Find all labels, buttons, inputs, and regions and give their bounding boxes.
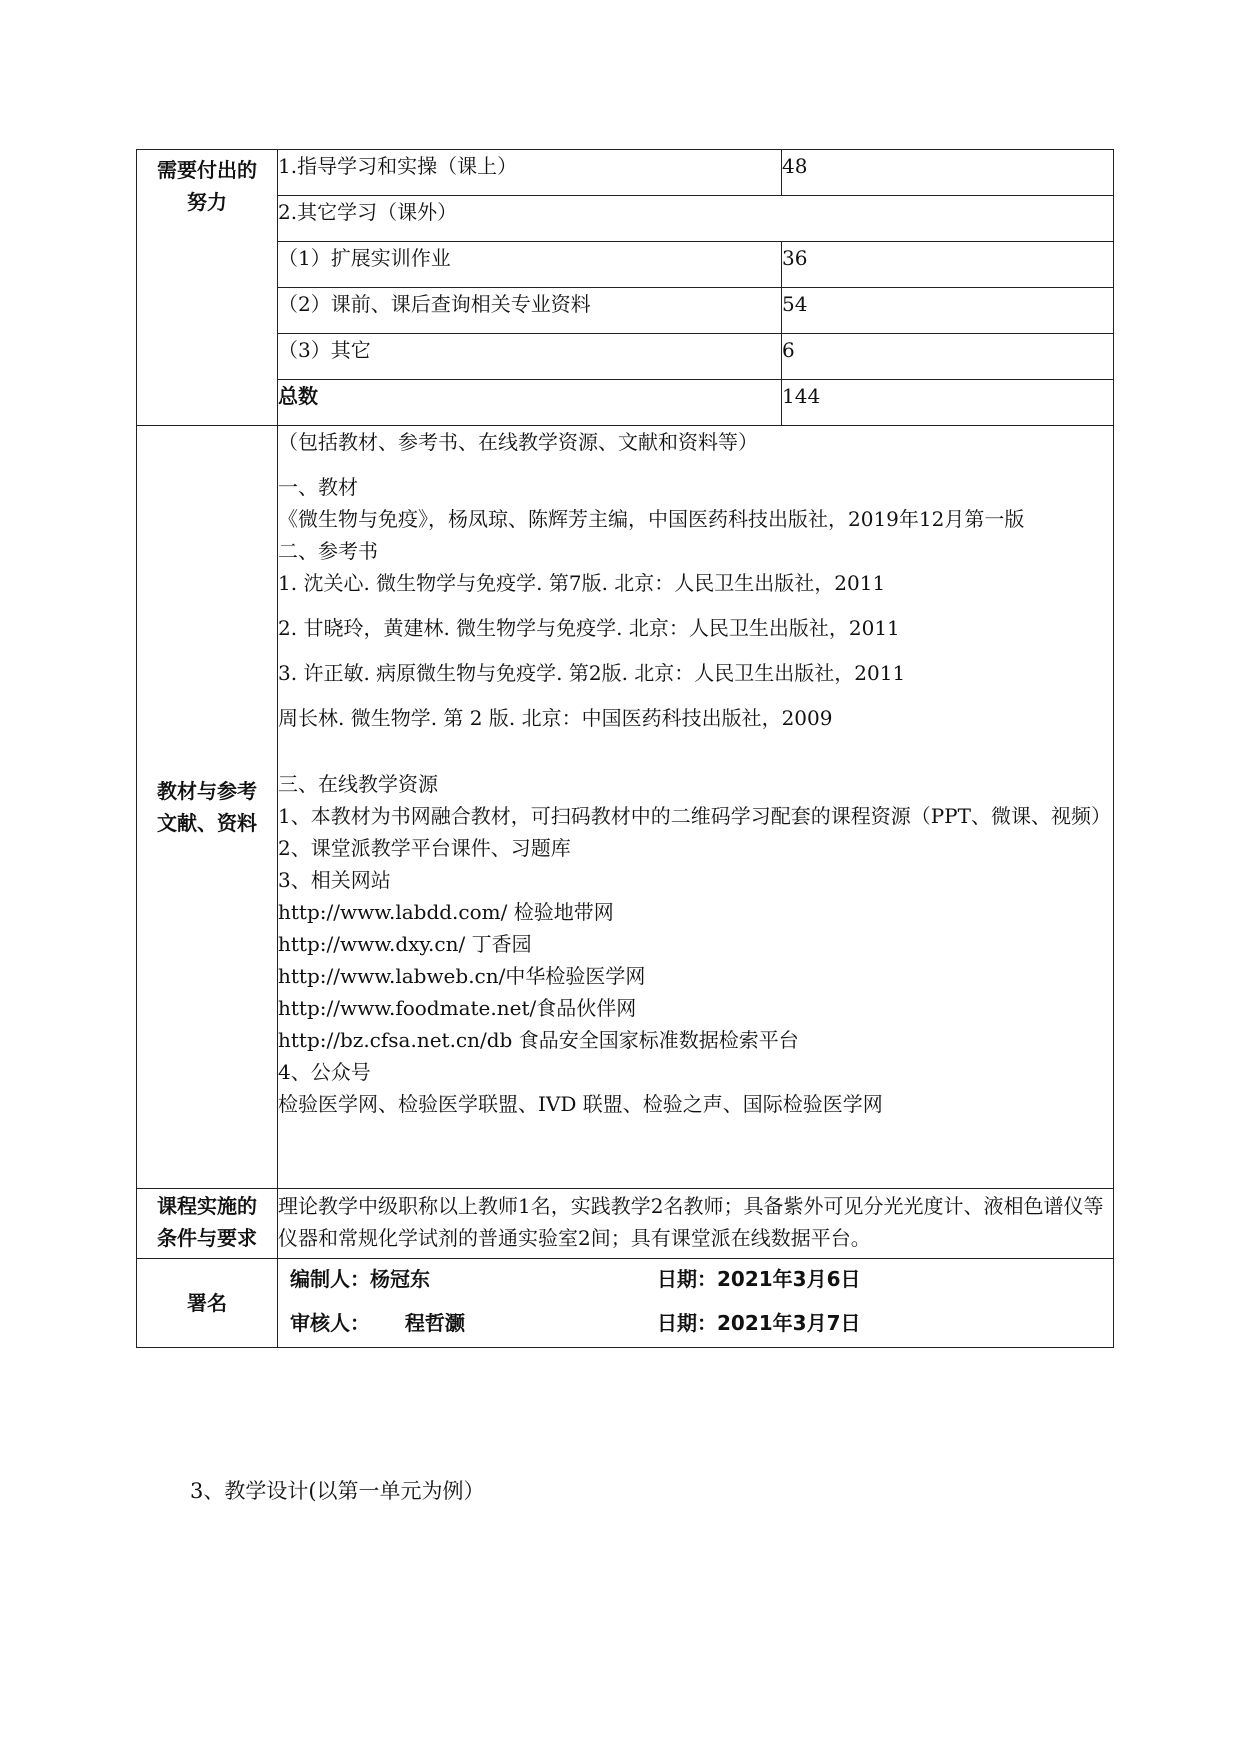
effort-hours: 54 bbox=[782, 288, 1114, 334]
conditions-label bbox=[137, 1189, 278, 1259]
editor-date: 日期：2021年3月6日 bbox=[657, 1267, 861, 1291]
signature-content bbox=[278, 1259, 1114, 1348]
ref-line: 《微生物与免疫》，杨凤琼、陈辉芳主编，中国医药科技出版社，2019年12月第一版 bbox=[278, 507, 1025, 531]
effort-label bbox=[137, 150, 278, 426]
references-label bbox=[137, 426, 278, 1189]
ref-line: 一、教材 bbox=[278, 475, 358, 499]
effort-row-2 bbox=[137, 196, 1114, 242]
reviewer-date: 日期：2021年3月7日 bbox=[657, 1311, 861, 1335]
ref-line: 3. 许正敏. 病原微生物与免疫学. 第2版. 北京：人民卫生出版社，2011 bbox=[278, 661, 906, 685]
ref-line: 3、相关网站 bbox=[278, 868, 391, 892]
section-heading: 3、教学设计(以第一单元为例） bbox=[190, 1479, 485, 1503]
effort-row-3 bbox=[137, 242, 1114, 288]
signature-label: 署名 bbox=[137, 1259, 278, 1348]
ref-line: 2、课堂派教学平台课件、习题库 bbox=[278, 836, 571, 860]
ref-line: 2. 甘晓玲，黄建林. 微生物学与免疫学. 北京：人民卫生出版社，2011 bbox=[278, 616, 900, 640]
effort-label-text: 需要付出的努力 bbox=[157, 158, 257, 214]
ref-link[interactable]: http://www.dxy.cn/ 丁香园 bbox=[278, 932, 532, 956]
effort-row-4 bbox=[137, 288, 1114, 334]
effort-item: （1）扩展实训作业 bbox=[278, 242, 782, 288]
signature-row bbox=[137, 1259, 1114, 1348]
ref-line: 三、在线教学资源 bbox=[278, 772, 438, 796]
effort-hours: 48 bbox=[782, 150, 1114, 196]
ref-line: 1. 沈关心. 微生物学与免疫学. 第7版. 北京：人民卫生出版社，2011 bbox=[278, 571, 886, 595]
ref-link[interactable]: http://bz.cfsa.net.cn/db 食品安全国家标准数据检索平台 bbox=[278, 1028, 799, 1052]
editor-line bbox=[290, 1259, 1101, 1299]
editor-name: 编制人：杨冠东 bbox=[290, 1267, 430, 1291]
ref-link[interactable]: http://www.labdd.com/ 检验地带网 bbox=[278, 900, 614, 924]
course-info-table bbox=[136, 149, 1114, 1348]
conditions-row bbox=[137, 1189, 1114, 1259]
effort-item: 2.其它学习（课外） bbox=[278, 196, 1114, 242]
references-content bbox=[278, 426, 1114, 1189]
ref-line: 周长林. 微生物学. 第 2 版. 北京：中国医药科技出版社，2009 bbox=[278, 706, 833, 730]
effort-total-label: 总数 bbox=[278, 380, 782, 426]
effort-item: （2）课前、课后查询相关专业资料 bbox=[278, 288, 782, 334]
ref-line: 4、公众号 bbox=[278, 1060, 371, 1084]
effort-hours: 36 bbox=[782, 242, 1114, 288]
reviewer-line bbox=[290, 1303, 1101, 1343]
ref-link[interactable]: http://www.labweb.cn/中华检验医学网 bbox=[278, 964, 646, 988]
ref-line: 1、本教材为书网融合教材，可扫码教材中的二维码学习配套的课程资源（PPT、微课、视频） bbox=[278, 804, 1111, 828]
effort-total-row bbox=[137, 380, 1114, 426]
effort-total-value: 144 bbox=[782, 380, 1114, 426]
effort-row-1 bbox=[137, 150, 1114, 196]
reviewer-name: 审核人： 程哲灏 bbox=[290, 1311, 465, 1335]
references-row bbox=[137, 426, 1114, 1189]
references-label-text: 教材与参考文献、资料 bbox=[157, 779, 257, 835]
effort-item: 1.指导学习和实操（课上） bbox=[278, 150, 782, 196]
effort-hours: 6 bbox=[782, 334, 1114, 380]
effort-item: （3）其它 bbox=[278, 334, 782, 380]
ref-line: 检验医学网、检验医学联盟、IVD 联盟、检验之声、国际检验医学网 bbox=[278, 1092, 883, 1116]
ref-line: 二、参考书 bbox=[278, 539, 378, 563]
ref-line: （包括教材、参考书、在线教学资源、文献和资料等） bbox=[278, 430, 758, 454]
effort-row-5 bbox=[137, 334, 1114, 380]
conditions-text: 理论教学中级职称以上教师1名，实践教学2名教师；具备紫外可见分光光度计、液相色谱仪等仪器和常规化学试剂的普通实验室2间；具有课堂派在线数据平台。 bbox=[278, 1189, 1114, 1259]
conditions-label-text: 课程实施的条件与要求 bbox=[157, 1194, 257, 1250]
ref-link[interactable]: http://www.foodmate.net/食品伙伴网 bbox=[278, 996, 637, 1020]
